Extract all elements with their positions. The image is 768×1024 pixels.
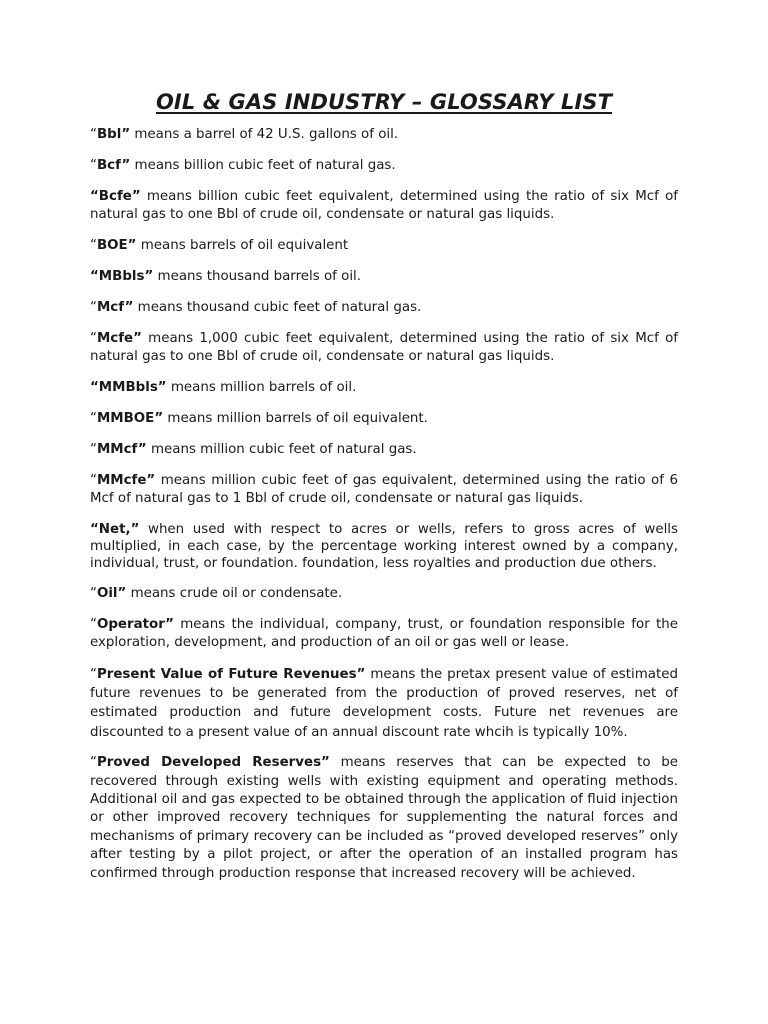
opening-quote: “ xyxy=(90,666,97,682)
glossary-entry-boe xyxy=(90,237,678,255)
glossary-entry-mmcfe xyxy=(90,472,678,509)
glossary-entry-mmbbls xyxy=(90,379,678,397)
glossary-term: “Bcfe” xyxy=(90,188,141,204)
glossary-entry-bcfe xyxy=(90,188,678,225)
opening-quote: “ xyxy=(90,330,97,346)
opening-quote: “ xyxy=(90,472,97,488)
glossary-term: MMBOE” xyxy=(96,411,164,427)
glossary-entry-mbbls xyxy=(90,268,678,286)
document-page xyxy=(90,88,678,896)
glossary-term: Present Value of Future Revenues” xyxy=(96,666,366,682)
glossary-definition: means thousand barrels of oil. xyxy=(153,269,362,285)
glossary-entry-operator xyxy=(90,616,678,653)
glossary-term: MMcfe” xyxy=(96,472,156,488)
glossary-definition: means million barrels of oil. xyxy=(166,380,357,396)
glossary-entry-proved-developed-reserves xyxy=(90,754,678,883)
glossary-term: MMcf” xyxy=(96,441,147,457)
opening-quote: “ xyxy=(90,441,97,457)
glossary-definition: means the individual, company, trust, or foundation responsible for the exploration, development, and production of an oil or gas well or lease. xyxy=(90,616,678,650)
opening-quote: “ xyxy=(90,127,97,142)
glossary-entry-mmboe xyxy=(90,410,678,428)
glossary-entry-mmcf xyxy=(90,441,678,459)
glossary-definition: means million cubic feet of natural gas. xyxy=(146,441,417,457)
glossary-entry-oil xyxy=(90,585,678,603)
opening-quote: “ xyxy=(90,157,97,173)
glossary-definition: means a barrel of 42 U.S. gallons of oil. xyxy=(130,127,399,142)
opening-quote: “ xyxy=(90,755,97,771)
glossary-term: “MBbls” xyxy=(90,269,154,285)
glossary-entry-bcf xyxy=(90,157,678,175)
opening-quote: “ xyxy=(90,299,97,315)
glossary-definition: means the pretax present value of estimated future revenues to be generated from the production of proved reserves, net of estimated production and future development costs. Future net revenues are discounted to a present value of an annual discount rate whcih is typically 10%. xyxy=(90,666,678,740)
glossary-term: BOE” xyxy=(96,238,137,254)
glossary-definition: means billion cubic feet of natural gas. xyxy=(130,157,396,173)
glossary-term: Mcfe” xyxy=(96,330,142,346)
opening-quote: “ xyxy=(90,585,97,601)
glossary-entry-present-value xyxy=(90,665,678,742)
glossary-definition: means crude oil or condensate. xyxy=(126,585,343,601)
glossary-definition: means 1,000 cubic feet equivalent, determined using the ratio of six Mcf of natural gas to one Bbl of crude oil, condensate or natural gas liquids. xyxy=(90,330,678,365)
glossary-definition: means reserves that can be expected to be recovered through existing wells with existing equipment and operating methods. Additional oil and gas expected to be obtained through the application of fluid injection or other improved recovery techniques for supplementing the natural forces and mechanisms of primary recovery can be included as “proved developed reserves” only after testing by a pilot project, or after the operation of an installed program has confirmed through production response that increased recovery will be achieved. xyxy=(90,755,678,881)
glossary-entry-mcf xyxy=(90,299,678,317)
opening-quote: “ xyxy=(90,238,97,254)
glossary-entry-mcfe xyxy=(90,330,678,367)
glossary-term: Mcf” xyxy=(96,299,134,315)
glossary-term: “Net,” xyxy=(90,522,140,538)
glossary-term: Bcf” xyxy=(96,157,131,173)
glossary-entry-bbl xyxy=(90,126,678,144)
opening-quote: “ xyxy=(90,411,97,427)
opening-quote: “ xyxy=(90,616,97,632)
glossary-term: “MMBbls” xyxy=(90,380,167,396)
glossary-entry-net xyxy=(90,521,678,572)
glossary-definition: means billion cubic feet equivalent, determined using the ratio of six Mcf of natural gas to one Bbl of crude oil, condensate or natural gas liquids. xyxy=(90,188,678,223)
glossary-term: Proved Developed Reserves” xyxy=(96,755,330,771)
glossary-term: Oil” xyxy=(96,585,127,601)
glossary-definition: means thousand cubic feet of natural gas. xyxy=(133,299,422,315)
glossary-definition: when used with respect to acres or wells, refers to gross acres of wells multiplied, in each case, by the percentage working interest owned by a company, individual, trust, or foundation. foundation, less royalties and production due others. xyxy=(90,522,678,572)
glossary-definition: means million cubic feet of gas equivalent, determined using the ratio of 6 Mcf of natural gas to 1 Bbl of crude oil, condensate or natural gas liquids. xyxy=(90,472,678,507)
glossary-definition: means million barrels of oil equivalent. xyxy=(163,411,428,427)
document-title: OIL & GAS INDUSTRY – GLOSSARY LIST xyxy=(155,90,613,114)
glossary-term: Bbl” xyxy=(96,127,131,142)
glossary-term: Operator” xyxy=(96,616,174,632)
glossary-definition: means barrels of oil equivalent xyxy=(136,238,349,254)
